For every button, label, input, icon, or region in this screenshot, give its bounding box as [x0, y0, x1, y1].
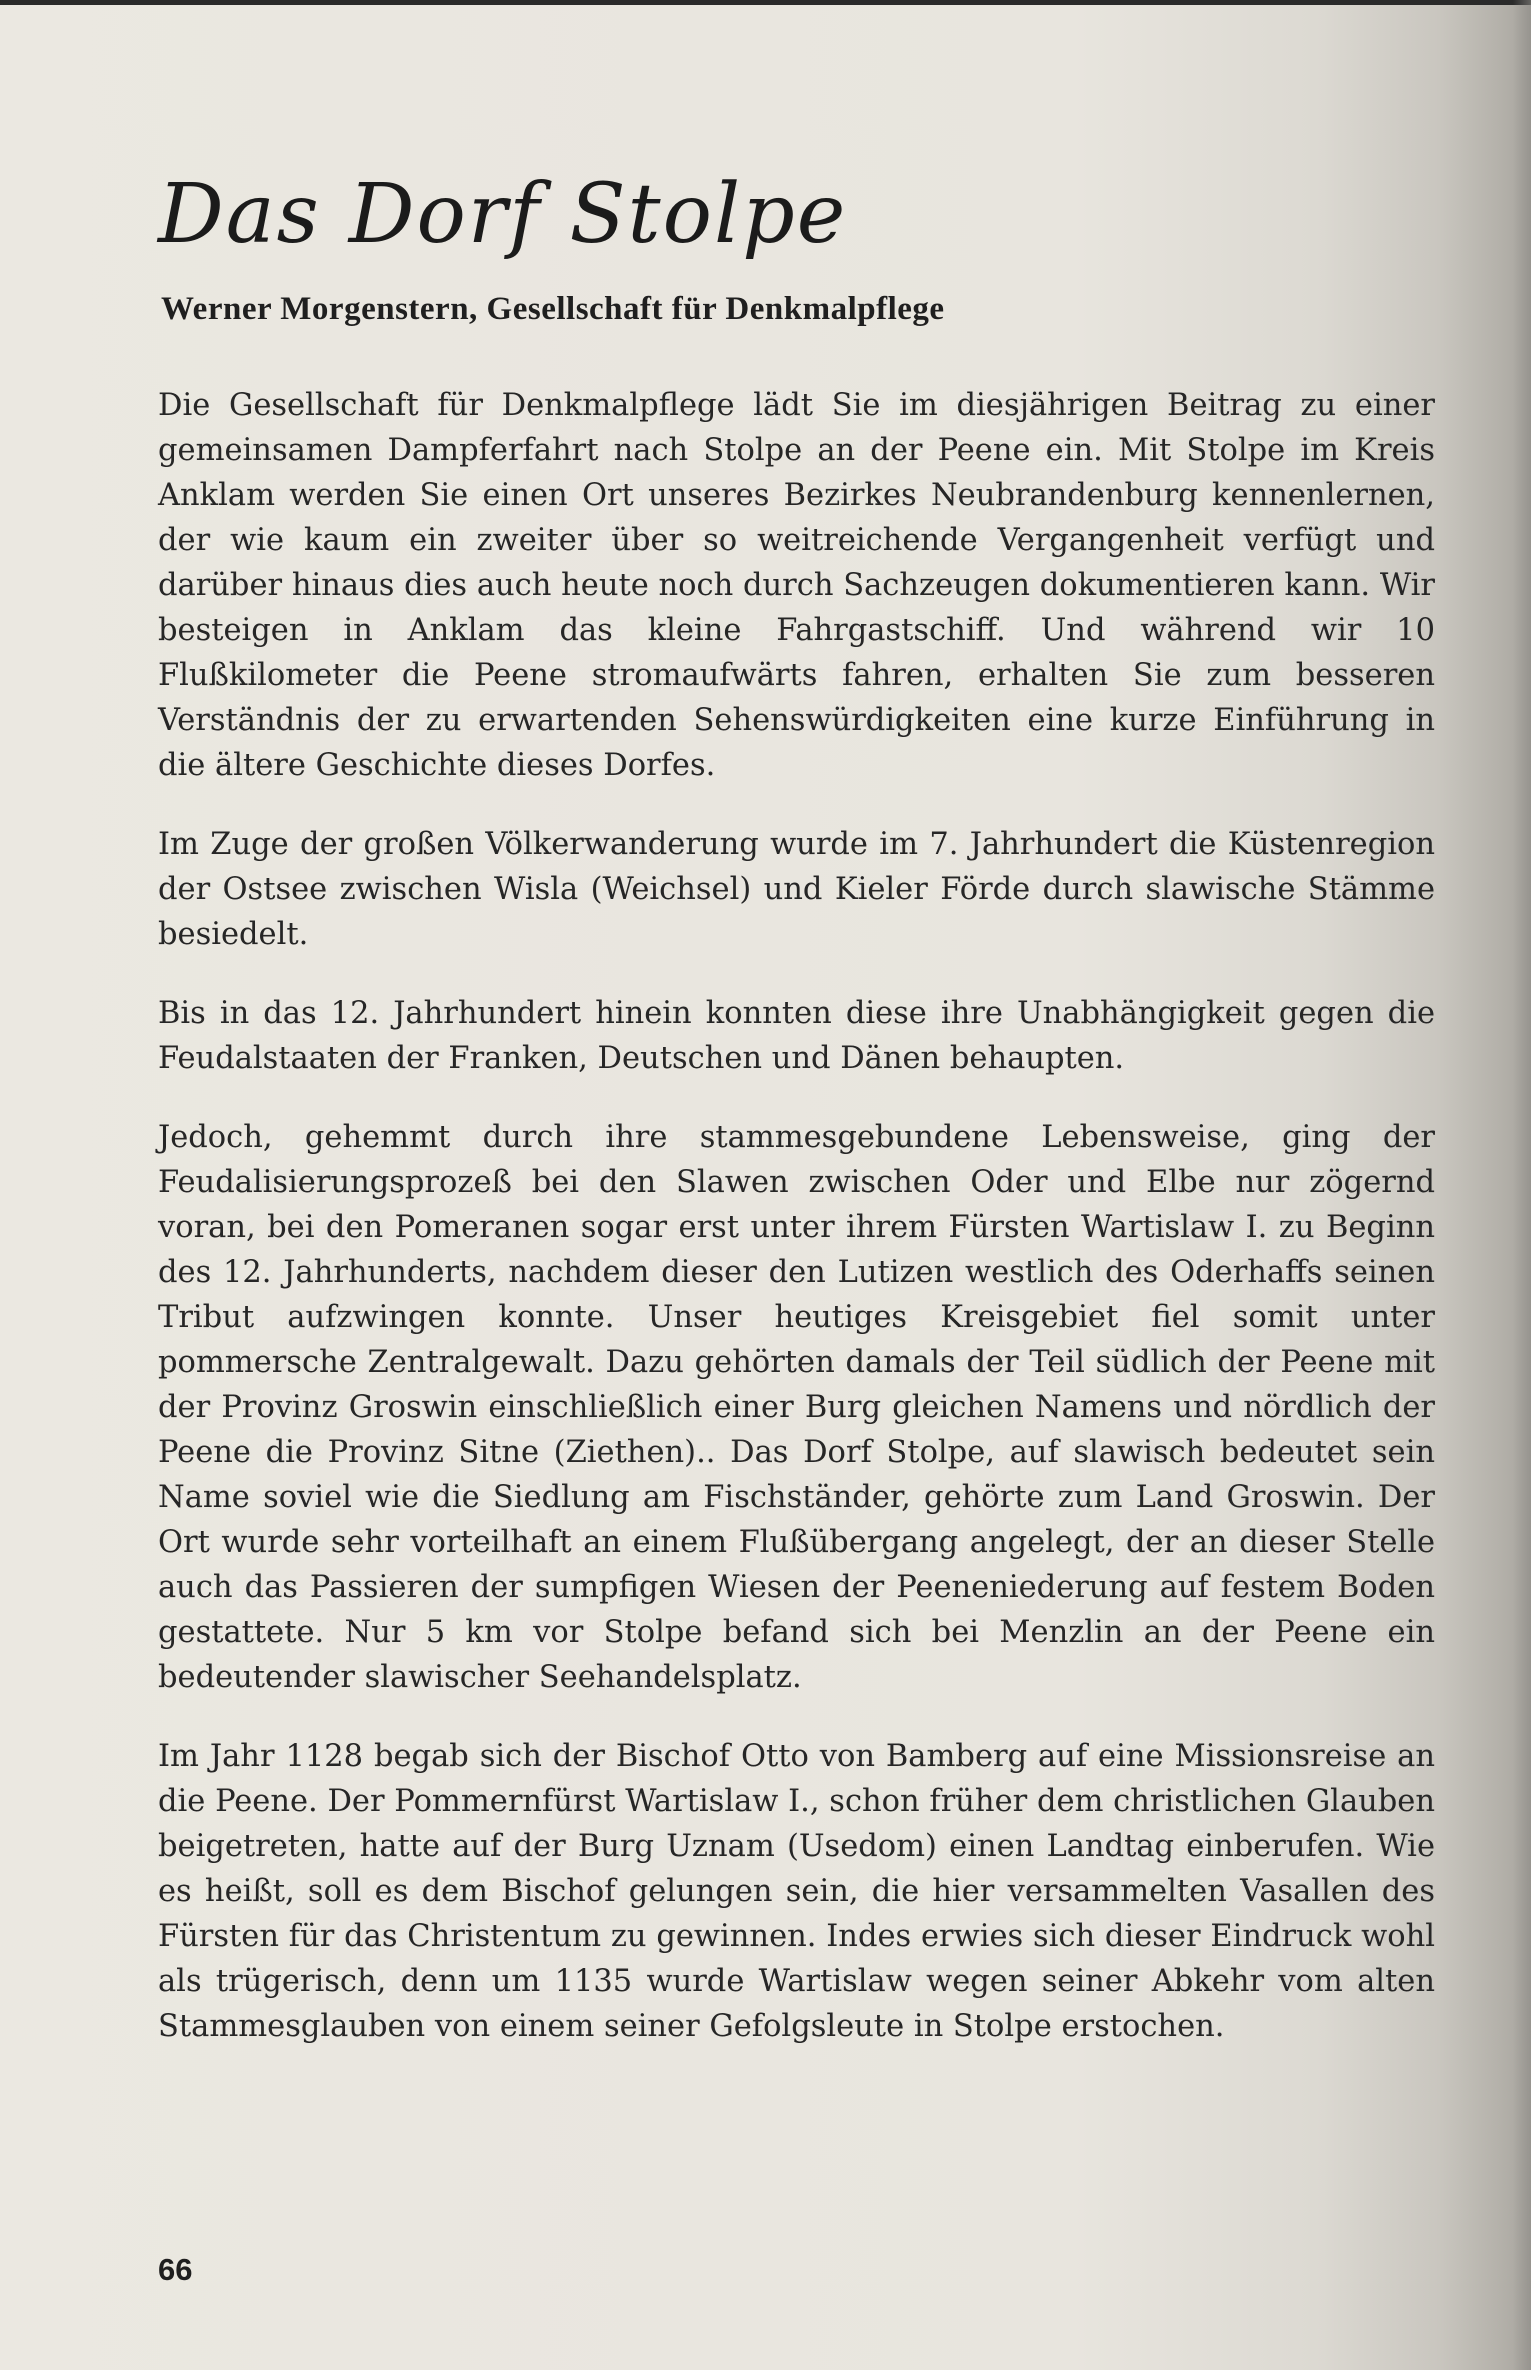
scan-top-edge [0, 0, 1531, 5]
article-body [158, 383, 1435, 2083]
scan-right-edge-shadow [1513, 0, 1531, 2370]
paragraph: Bis in das 12. Jahrhundert hinein konnten diese ihre Unabhängigkeit gegen die Feudalstaaten der Franken, Deutschen und Dänen behaupten. [158, 996, 1435, 1076]
paragraph: Die Gesellschaft für Denkmalpflege lädt Sie im diesjährigen Beitrag zu einer gemeinsamen Dampferfahrt nach Stolpe an der Peene ein. Mit Stolpe im Kreis Anklam werden Sie einen Ort unseres Bezirkes Neubrandenburg kennenlernen, der wie kaum ein zweiter über so weitreichende Vergangenheit verfügt und darüber hinaus dies auch heute noch durch Sachzeugen dokumentieren kann. Wir besteigen in Anklam das kleine Fahrgastschiff. Und während wir 10 Flußkilometer die Peene stromaufwärts fahren, erhalten Sie zum besseren Verständnis der zu erwartenden Sehenswürdigkeiten eine kurze Einführung in die ältere Geschichte dieses Dorfes. [158, 388, 1435, 783]
paragraph: Jedoch, gehemmt durch ihre stammesgebundene Lebensweise, ging der Feudalisierungsprozeß bei den Slawen zwischen Oder und Elbe nur zögernd voran, bei den Pomeranen sogar erst unter ihrem Fürsten Wartislaw I. zu Beginn des 12. Jahrhunderts, nachdem dieser den Lutizen westlich des Oderhaffs seinen Tribut aufzwingen konnte. Unser heutiges Kreisgebiet fiel somit unter pommersche Zentralgewalt. Dazu gehörten damals der Teil südlich der Peene mit der Provinz Groswin einschließlich einer Burg gleichen Namens und nördlich der Peene die Provinz Sitne (Ziethen).. Das Dorf Stolpe, auf slawisch bedeutet sein Name soviel wie die Siedlung am Fischständer, gehörte zum Land Groswin. Der Ort wurde sehr vorteilhaft an einem Flußübergang angelegt, der an dieser Stelle auch das Passieren der sumpfigen Wiesen der Peeneniederung auf festem Boden gestattete. Nur 5 km vor Stolpe befand sich bei Menzlin an der Peene ein bedeutender slawischer Seehandelsplatz. [158, 1120, 1435, 1695]
paragraph: Im Zuge der großen Völkerwanderung wurde im 7. Jahrhundert die Küstenregion der Ostsee zwischen Wisla (Weichsel) und Kieler Förde durch slawische Stämme besiedelt. [158, 827, 1435, 952]
paragraph: Im Jahr 1128 begab sich der Bischof Otto von Bamberg auf eine Missionsreise an die Peene. Der Pommernfürst Wartislaw I., schon früher dem christlichen Glauben beigetreten, hatte auf der Burg Uznam (Usedom) einen Landtag einberufen. Wie es heißt, soll es dem Bischof gelungen sein, die hier versammelten Vasallen des Fürsten für das Christentum zu gewinnen. Indes erwies sich dieser Eindruck wohl als trügerisch, denn um 1135 wurde Wartislaw wegen seiner Abkehr vom alten Stammesglauben von einem seiner Gefolgsleute in Stolpe erstochen. [158, 1739, 1435, 2044]
author-byline: Werner Morgenstern, Gesellschaft für Denkmalpflege [161, 291, 945, 327]
page-title: Das Dorf Stolpe [158, 167, 848, 262]
page-number: 66 [158, 2252, 193, 2287]
